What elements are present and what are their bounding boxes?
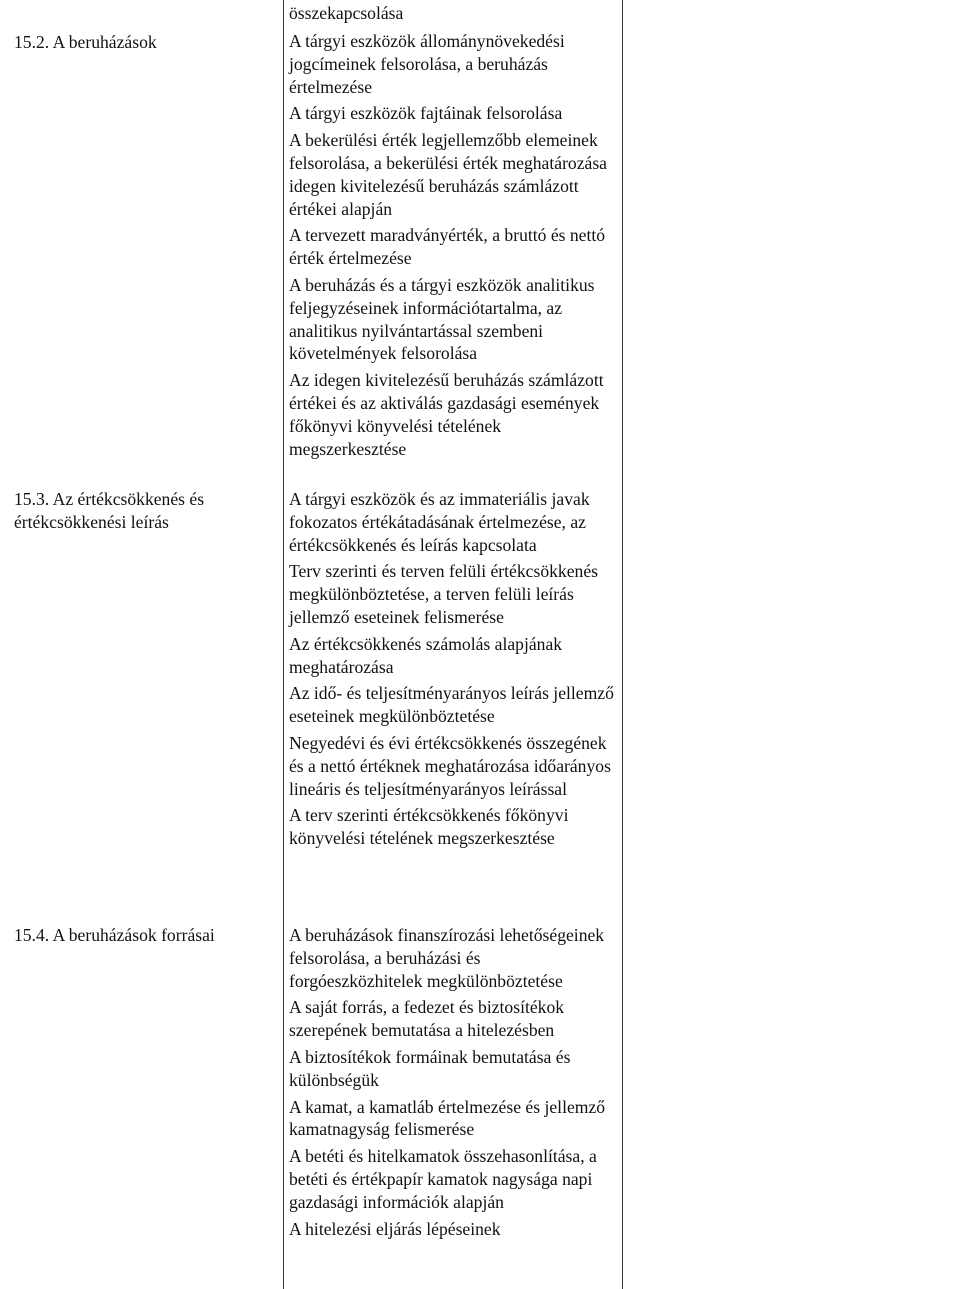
list-item: Az idő- és teljesítményarányos leírás jellemző eseteinek megkülönböztetése <box>289 683 614 727</box>
section-label-15-3: 15.3. Az értékcsökkenés és értékcsökkenési leírás <box>14 489 205 532</box>
list-item: A beruházások finanszírozási lehetőségeinek felsorolása, a beruházási és forgóeszközhitelek megkülönböztetése <box>289 925 605 991</box>
table-divider-right <box>622 0 623 1289</box>
table-divider-left <box>283 0 284 1289</box>
section-label-15-4: 15.4. A beruházások forrásai <box>14 925 215 945</box>
list-item: A biztosítékok formáinak bemutatása és különbségük <box>289 1046 571 1090</box>
list-item: A hitelezési eljárás lépéseinek <box>289 1218 501 1239</box>
list-item: A tárgyi eszközök és az immateriális javak fokozatos értékátadásának értelmezése, az értékcsökkenés és leírás kapcsolata <box>289 489 590 555</box>
list-item: A bekerülési érték legjellemzőbb elemeinek felsorolása, a bekerülési érték meghatározása idegen kivitelezésű beruházás számlázott értékei alapján <box>289 130 607 219</box>
list-item: A beruházás és a tárgyi eszközök analitikus feljegyzéseinek információtartalma, az analitikus nyilvántartással szembeni követelmények felsorolása <box>289 274 595 364</box>
list-item: A tárgyi eszközök állománynövekedési jogcímeinek felsorolása, a beruházás értelmezése <box>289 31 565 97</box>
list-item: Terv szerinti és terven felüli értékcsökkenés megkülönböztetése, a terven felüli leírás jellemző eseteinek felismerése <box>289 561 598 627</box>
section-15-2-items <box>285 30 618 464</box>
continuation-block <box>285 2 618 29</box>
list-item: Az idegen kivitelezésű beruházás számlázott értékei és az aktiválás gazdasági események főkönyvi könyvelési tételének megszerkesztése <box>289 370 604 459</box>
section-label-15-2: 15.2. A beruházások <box>14 32 157 52</box>
list-item: A betéti és hitelkamatok összehasonlítása, a betéti és értékpapír kamatok nagysága napi gazdasági információk alapján <box>289 1146 597 1212</box>
list-item: A saját forrás, a fedezet és biztosítékok szerepének bemutatása a hitelezésben <box>289 997 565 1041</box>
list-item: összekapcsolása <box>289 3 404 23</box>
section-15-4-items <box>285 924 618 1244</box>
list-item: A terv szerinti értékcsökkenés főkönyvi könyvelési tételének megszerkesztése <box>289 805 569 849</box>
section-15-3-items <box>285 488 618 854</box>
list-item: Az értékcsökkenés számolás alapjának meghatározása <box>289 633 563 677</box>
list-item: Negyedévi és évi értékcsökkenés összegének és a nettó értéknek meghatározása időarányos lineáris és teljesítményarányos leírással <box>289 732 611 799</box>
list-item: A tervezett maradványérték, a bruttó és nettó érték értelmezése <box>289 225 606 269</box>
list-item: A kamat, a kamatláb értelmezése és jellemző kamatnagyság felismerése <box>289 1096 606 1140</box>
list-item: A tárgyi eszközök fajtáinak felsorolása <box>289 103 563 124</box>
